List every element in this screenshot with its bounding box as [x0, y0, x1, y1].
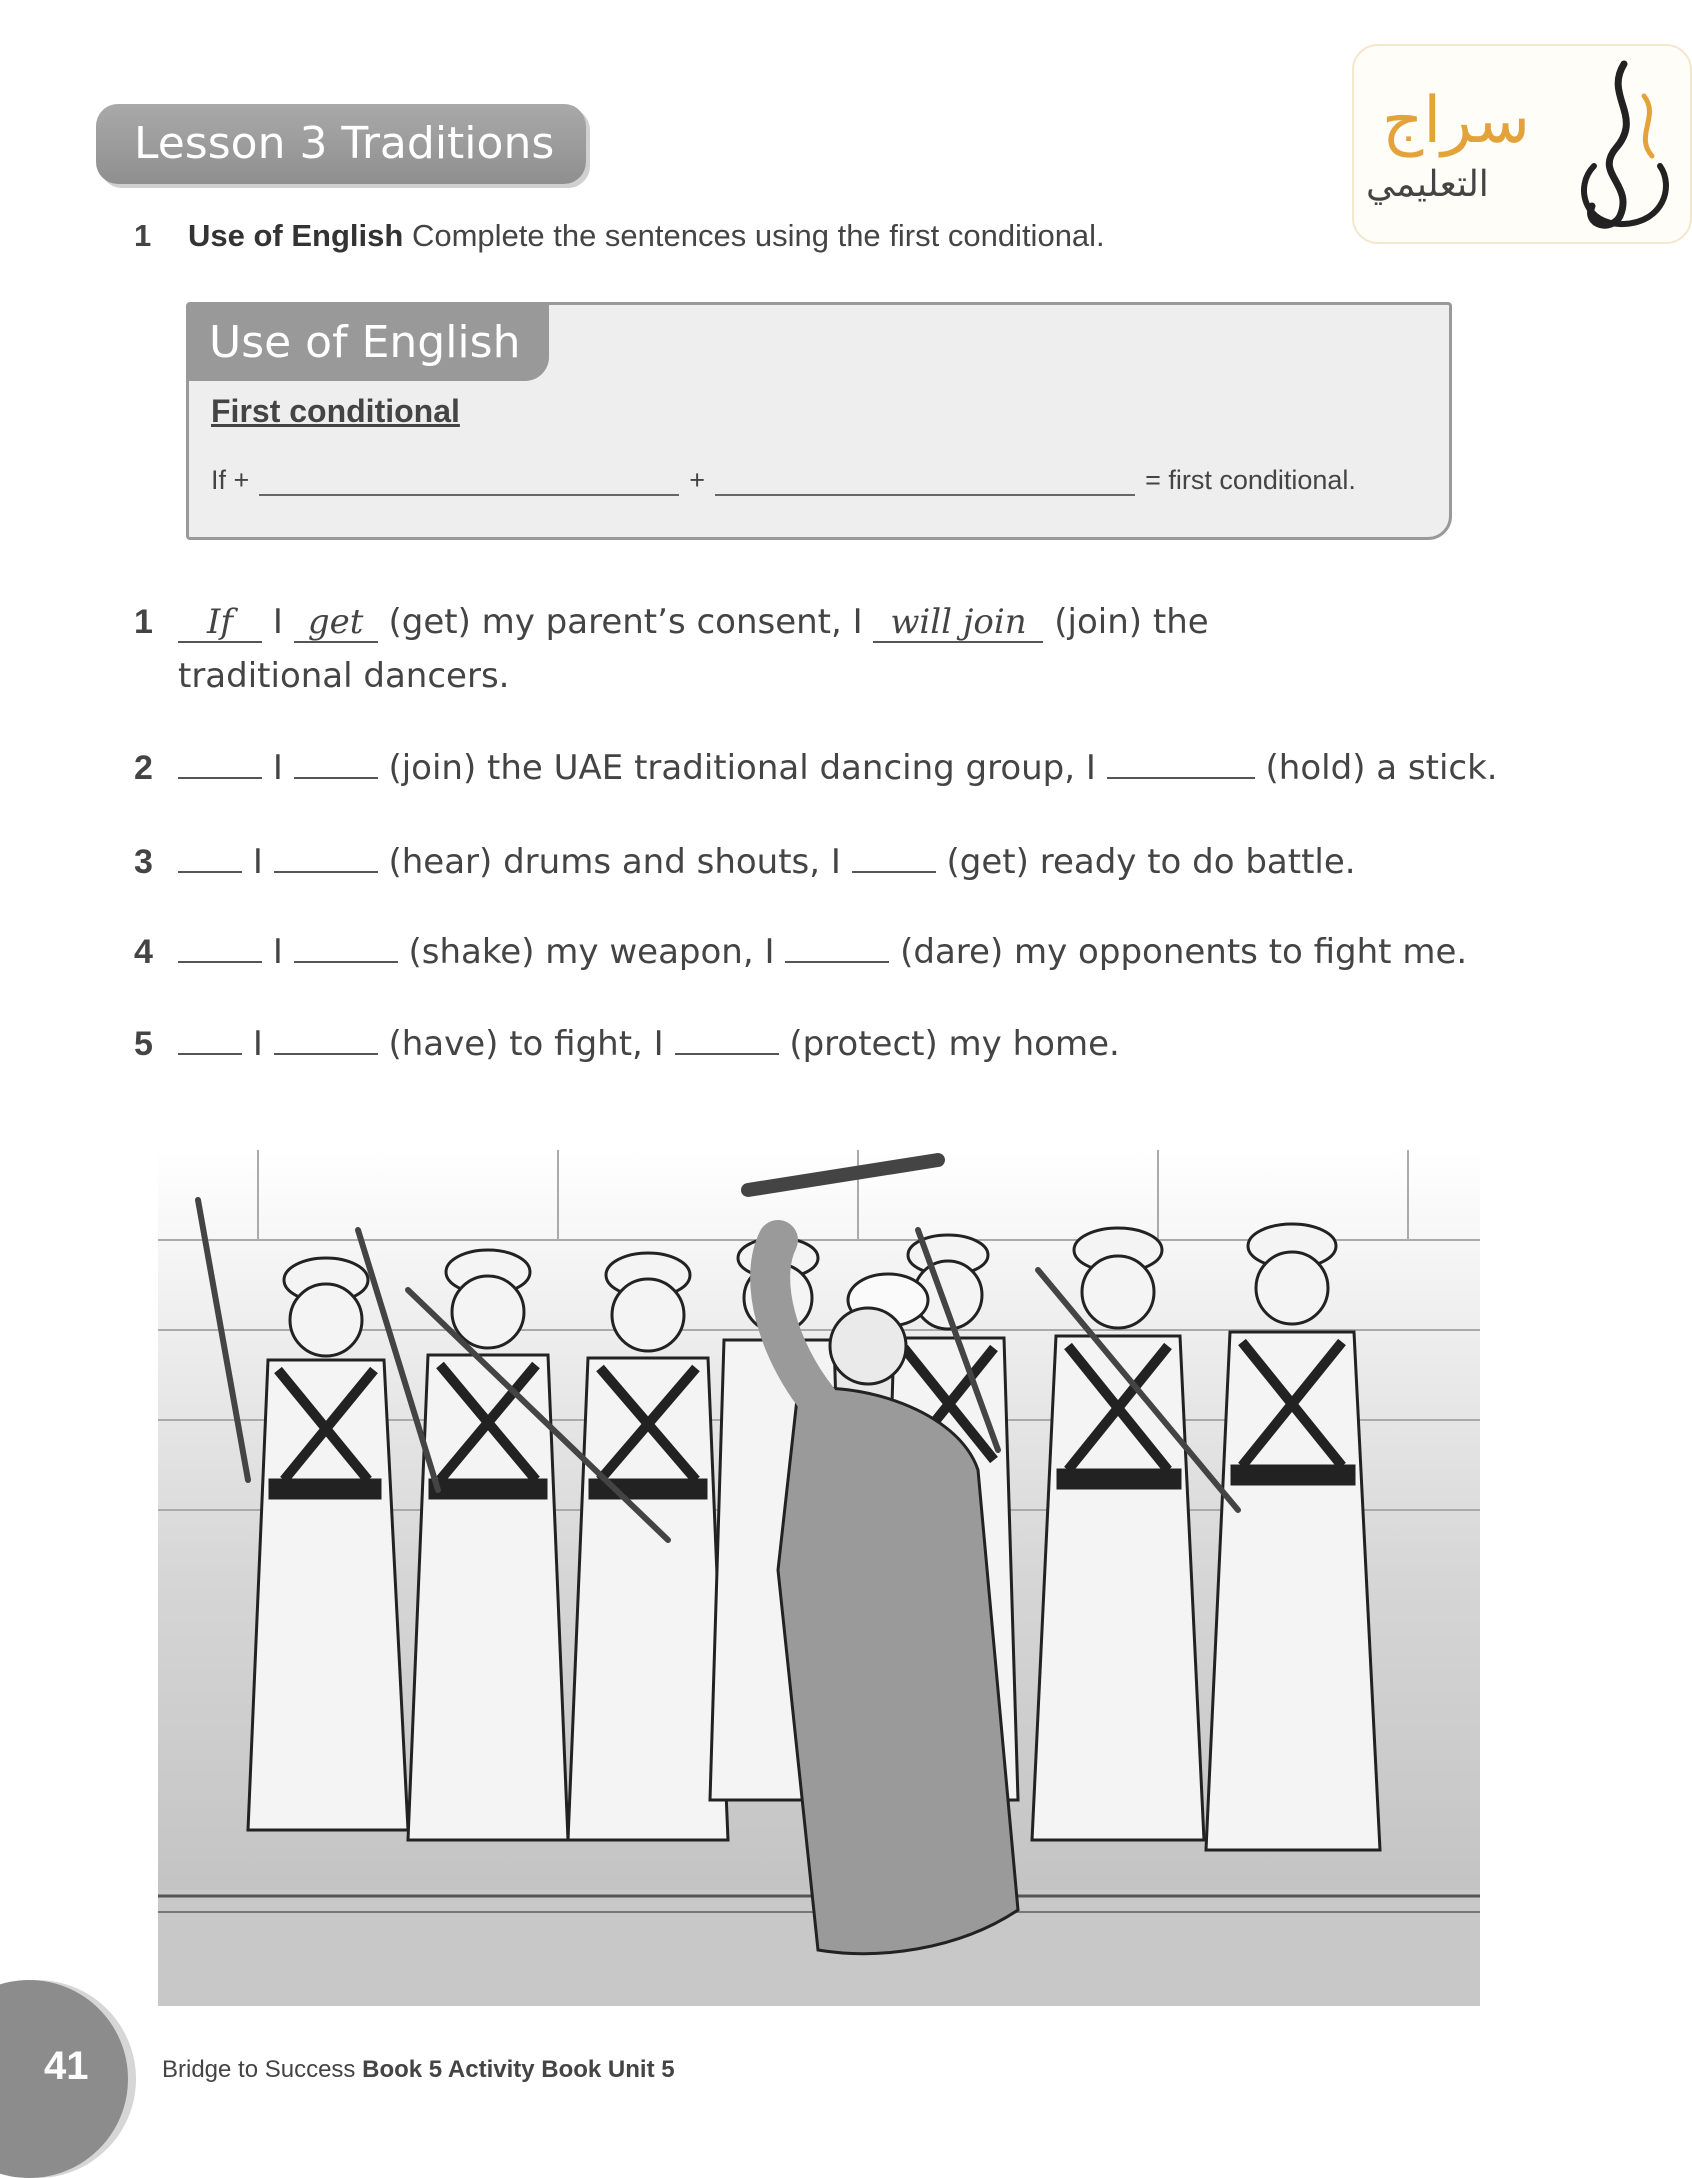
answer-blank[interactable]: If — [178, 603, 262, 643]
sentence-number: 3 — [134, 843, 153, 881]
sentence-text: (have) to fight, I — [388, 1024, 664, 1064]
sentence-1-continued: traditional dancers. — [178, 656, 510, 696]
answer-blank[interactable] — [785, 961, 889, 963]
sentence-text: (get) ready to do battle. — [946, 842, 1356, 882]
first-conditional-heading: First conditional — [211, 393, 460, 429]
answer-blank[interactable] — [294, 961, 398, 963]
page-number: 41 — [44, 2044, 89, 2088]
answer-blank[interactable] — [1107, 777, 1255, 779]
use-of-english-box — [186, 302, 1452, 540]
footer-series: Bridge to Success — [162, 2056, 356, 2083]
answer-blank[interactable]: will join — [873, 603, 1043, 643]
lesson-title: Lesson 3 Traditions — [96, 104, 586, 184]
formula-plus: + — [689, 465, 706, 495]
sentence-text: (hear) drums and shouts, I — [388, 842, 841, 882]
logo-text-sub: التعليمي — [1366, 164, 1489, 205]
sentence-text: (join) the UAE traditional dancing group, I — [388, 748, 1096, 788]
answer-blank[interactable] — [274, 871, 378, 873]
formula-end: = first conditional. — [1145, 465, 1356, 495]
answer-blank[interactable] — [675, 1053, 779, 1055]
sentence-text: I — [272, 932, 283, 972]
sentence-number: 2 — [134, 749, 153, 787]
formula-blank-1[interactable] — [259, 468, 679, 496]
footer — [162, 2056, 675, 2084]
formula-start: If + — [211, 465, 250, 495]
exercise-title: Use of English — [188, 218, 404, 253]
sentence-5 — [134, 1024, 1120, 1064]
answer-blank[interactable]: get — [294, 603, 378, 643]
exercise-instruction — [134, 218, 1105, 254]
sentence-text: (shake) my weapon, I — [408, 932, 775, 972]
sentence-number: 5 — [134, 1025, 153, 1063]
sentence-text: (join) the — [1054, 602, 1209, 642]
sentence-number: 1 — [134, 603, 153, 641]
exercise-number: 1 — [134, 218, 152, 253]
sentence-text: (get) my parent’s consent, I — [388, 602, 863, 642]
sentence-1 — [134, 602, 1209, 643]
traditional-dancers-illustration — [158, 1150, 1480, 2006]
sentence-number: 4 — [134, 933, 153, 971]
answer-blank[interactable] — [178, 961, 262, 963]
answer-blank[interactable] — [178, 777, 262, 779]
answer-blank[interactable] — [294, 777, 378, 779]
sentence-text: (protect) my home. — [789, 1024, 1120, 1064]
sentence-text: I — [252, 842, 263, 882]
sentence-text: I — [272, 748, 283, 788]
logo — [1352, 44, 1692, 244]
logo-text-main: سراج — [1382, 84, 1531, 158]
sentence-text: (hold) a stick. — [1265, 748, 1498, 788]
formula — [211, 465, 1356, 496]
answer-blank[interactable] — [178, 871, 242, 873]
answer-blank[interactable] — [178, 1053, 242, 1055]
sentence-4 — [134, 932, 1467, 972]
sentence-3 — [134, 842, 1356, 882]
answer-blank[interactable] — [274, 1053, 378, 1055]
calligraphy-logo-icon — [1564, 56, 1684, 236]
answer-blank[interactable] — [852, 871, 936, 873]
formula-blank-2[interactable] — [715, 468, 1135, 496]
sentence-2 — [134, 748, 1498, 788]
sentence-text: I — [272, 602, 283, 642]
sentence-text: (dare) my opponents to fight me. — [900, 932, 1468, 972]
footer-book: Book 5 Activity Book Unit 5 — [362, 2056, 675, 2083]
use-of-english-title: Use of English — [189, 305, 549, 381]
exercise-instruction-text: Complete the sentences using the first conditional. — [411, 218, 1105, 253]
sentence-text: I — [252, 1024, 263, 1064]
